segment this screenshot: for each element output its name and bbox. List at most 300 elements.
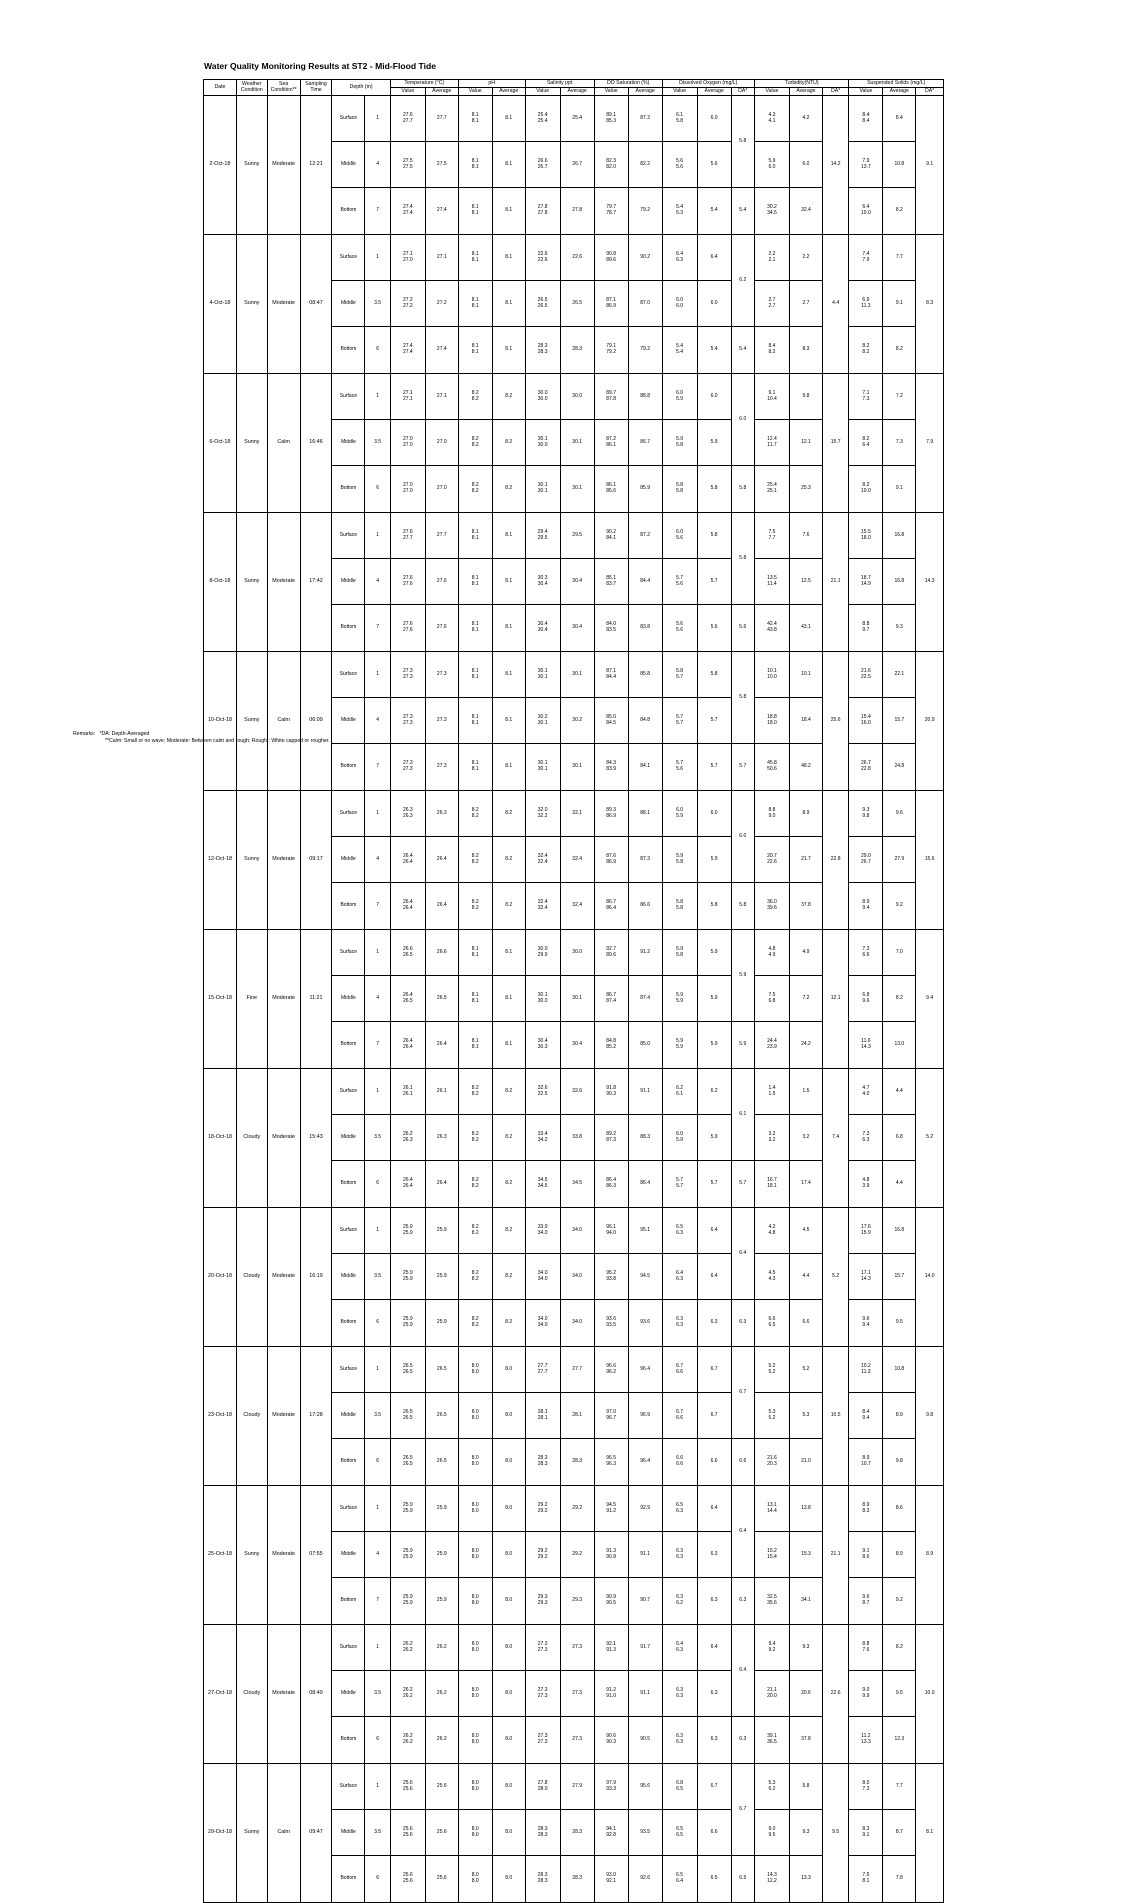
ph-average-cell: 8.1 <box>492 188 525 235</box>
do-average-cell: 5.6 <box>697 605 731 652</box>
ph-average-cell: 8.0 <box>492 1717 525 1764</box>
ph-average-cell: 8.0 <box>492 1393 525 1439</box>
do-values-cell: 5.8 5.8 <box>662 883 697 930</box>
turbidity-values-cell: 4.5 4.3 <box>754 1254 789 1300</box>
salinity-values-cell: 30.1 30.0 <box>525 976 560 1022</box>
ss-average-cell: 9.8 <box>883 1439 916 1486</box>
salinity-values-cell: 34.5 34.5 <box>525 1161 560 1208</box>
date-cell: 25-Oct-18 <box>204 1486 237 1625</box>
do-values-cell: 6.7 6.6 <box>662 1393 697 1439</box>
ss-da-cell: 10.0 <box>916 1625 944 1764</box>
salinity-values-cell: 29.3 29.3 <box>525 1578 560 1625</box>
ss-values-cell: 8.8 7.6 <box>849 1625 883 1671</box>
ph-values-cell: 8.2 8.2 <box>458 1115 492 1161</box>
do-da-cell: 6.4 <box>731 1486 754 1578</box>
turbidity-average-cell: 21.7 <box>789 837 822 883</box>
layer-name-cell: Middle <box>332 1254 365 1300</box>
do-sat-average-cell: 95.1 <box>628 1208 662 1254</box>
do-sat-values-cell: 84.0 83.5 <box>594 605 628 652</box>
do-sat-average-cell: 90.7 <box>628 1578 662 1625</box>
do-values-cell: 5.6 5.6 <box>662 605 697 652</box>
do-da-cell: 6.4 <box>731 1625 754 1717</box>
temp-values-cell: 25.6 25.6 <box>390 1764 425 1810</box>
turbidity-average-cell: 7.2 <box>789 976 822 1022</box>
do-sat-values-cell: 86.7 86.4 <box>594 883 628 930</box>
ph-values-cell: 8.1 8.1 <box>458 698 492 744</box>
turbidity-average-cell: 5.2 <box>789 1347 822 1393</box>
do-average-cell: 6.7 <box>697 1347 731 1393</box>
ss-values-cell: 18.7 14.9 <box>849 559 883 605</box>
time-cell: 12:21 <box>300 96 332 235</box>
temp-average-cell: 25.9 <box>425 1578 458 1625</box>
temp-values-cell: 26.2 26.2 <box>390 1671 425 1717</box>
ph-average-cell: 8.1 <box>492 605 525 652</box>
ss-average-cell: 8.2 <box>883 327 916 374</box>
depth-cell: 6 <box>365 1300 390 1347</box>
turbidity-average-cell: 4.2 <box>789 96 822 142</box>
sea-cell: Moderate <box>267 513 300 652</box>
salinity-average-cell: 30.4 <box>560 1022 594 1069</box>
temp-average-cell: 27.7 <box>425 513 458 559</box>
header-turbidity: Turbidity(NTU) <box>754 80 848 88</box>
turbidity-values-cell: 15.2 15.4 <box>754 1532 789 1578</box>
layer-name-cell: Surface <box>332 1069 365 1115</box>
salinity-values-cell: 32.4 32.4 <box>525 837 560 883</box>
layer-name-cell: Surface <box>332 652 365 698</box>
do-average-cell: 6.2 <box>697 1069 731 1115</box>
salinity-values-cell: 28.3 28.3 <box>525 1810 560 1856</box>
subheader-average: Average <box>492 88 525 96</box>
salinity-average-cell: 26.5 <box>560 281 594 327</box>
turbidity-average-cell: 25.3 <box>789 466 822 513</box>
do-sat-average-cell: 85.0 <box>628 1022 662 1069</box>
do-sat-values-cell: 84.8 85.2 <box>594 1022 628 1069</box>
ss-average-cell: 22.1 <box>883 652 916 698</box>
do-da-cell: 6.7 <box>731 1347 754 1439</box>
ph-average-cell: 8.2 <box>492 1300 525 1347</box>
weather-cell: Cloudy <box>236 1347 267 1486</box>
do-da-bottom-cell: 5.6 <box>731 605 754 652</box>
turbidity-average-cell: 32.4 <box>789 188 822 235</box>
salinity-average-cell: 30.1 <box>560 466 594 513</box>
time-cell: 17:42 <box>300 513 332 652</box>
ss-values-cell: 10.2 11.3 <box>849 1347 883 1393</box>
ph-values-cell: 8.0 8.0 <box>458 1486 492 1532</box>
temp-average-cell: 26.5 <box>425 1393 458 1439</box>
sea-cell: Calm <box>267 374 300 513</box>
salinity-average-cell: 28.3 <box>560 1439 594 1486</box>
salinity-values-cell: 30.3 30.4 <box>525 559 560 605</box>
depth-cell: 6 <box>365 466 390 513</box>
remarks-da-note: *DA: Depth-Averaged <box>99 731 150 737</box>
do-sat-average-cell: 91.1 <box>628 1069 662 1115</box>
temp-average-cell: 26.1 <box>425 1069 458 1115</box>
do-sat-values-cell: 79.1 79.2 <box>594 327 628 374</box>
salinity-average-cell: 29.5 <box>560 513 594 559</box>
turbidity-values-cell: 9.4 9.2 <box>754 1625 789 1671</box>
layer-name-cell: Surface <box>332 791 365 837</box>
time-cell: 09:17 <box>300 791 332 930</box>
salinity-values-cell: 30.2 30.1 <box>525 698 560 744</box>
salinity-values-cell: 33.4 34.2 <box>525 1115 560 1161</box>
layer-name-cell: Surface <box>332 96 365 142</box>
temp-values-cell: 26.5 26.5 <box>390 1439 425 1486</box>
salinity-average-cell: 34.5 <box>560 1161 594 1208</box>
depth-cell: 3.5 <box>365 1115 390 1161</box>
do-values-cell: 5.8 5.8 <box>662 466 697 513</box>
do-sat-average-cell: 91.1 <box>628 1671 662 1717</box>
do-values-cell: 6.5 6.5 <box>662 1810 697 1856</box>
table-row <box>204 513 944 559</box>
do-sat-average-cell: 88.3 <box>628 1115 662 1161</box>
header-salinity: Salinity ppt <box>525 80 594 88</box>
ph-average-cell: 8.1 <box>492 281 525 327</box>
sea-cell: Moderate <box>267 1625 300 1764</box>
do-average-cell: 6.4 <box>697 1625 731 1671</box>
ph-values-cell: 8.1 8.1 <box>458 930 492 976</box>
do-average-cell: 6.4 <box>697 1486 731 1532</box>
do-sat-average-cell: 79.2 <box>628 188 662 235</box>
temp-average-cell: 26.2 <box>425 1717 458 1764</box>
temp-average-cell: 27.6 <box>425 559 458 605</box>
ph-average-cell: 8.2 <box>492 1161 525 1208</box>
turbidity-values-cell: 4.2 4.8 <box>754 1208 789 1254</box>
salinity-average-cell: 30.1 <box>560 976 594 1022</box>
ph-values-cell: 8.0 8.0 <box>458 1671 492 1717</box>
ss-values-cell: 7.3 6.6 <box>849 930 883 976</box>
salinity-average-cell: 34.0 <box>560 1254 594 1300</box>
temp-average-cell: 27.7 <box>425 96 458 142</box>
depth-cell: 1 <box>365 96 390 142</box>
salinity-values-cell: 30.1 30.0 <box>525 420 560 466</box>
date-cell: 20-Oct-18 <box>204 1208 237 1347</box>
time-cell: 08:47 <box>300 235 332 374</box>
salinity-average-cell: 34.0 <box>560 1208 594 1254</box>
do-sat-average-cell: 87.2 <box>628 513 662 559</box>
turbidity-values-cell: 36.0 39.6 <box>754 883 789 930</box>
salinity-values-cell: 28.3 28.3 <box>525 327 560 374</box>
do-average-cell: 6.5 <box>697 1856 731 1903</box>
salinity-average-cell: 30.0 <box>560 930 594 976</box>
ph-values-cell: 8.0 8.0 <box>458 1578 492 1625</box>
layer-name-cell: Bottom <box>332 1717 365 1764</box>
table-row <box>204 1208 944 1254</box>
subheader-value: Value <box>662 88 697 96</box>
ss-values-cell: 8.3 9.1 <box>849 1810 883 1856</box>
do-sat-average-cell: 84.1 <box>628 744 662 791</box>
ph-average-cell: 8.2 <box>492 420 525 466</box>
ph-average-cell: 8.2 <box>492 1069 525 1115</box>
subheader-value: Value <box>458 88 492 96</box>
turbidity-values-cell: 45.8 50.6 <box>754 744 789 791</box>
temp-values-cell: 27.2 27.2 <box>390 281 425 327</box>
do-average-cell: 5.7 <box>697 698 731 744</box>
table-row <box>204 1625 944 1671</box>
ss-da-cell: 7.9 <box>916 374 944 513</box>
turbidity-values-cell: 2.2 2.1 <box>754 235 789 281</box>
do-values-cell: 5.9 5.9 <box>662 976 697 1022</box>
header-temperature: Temperature (°C) <box>390 80 458 88</box>
weather-cell: Sunny <box>236 1764 267 1903</box>
turbidity-average-cell: 9.3 <box>789 1810 822 1856</box>
do-average-cell: 5.6 <box>697 142 731 188</box>
ss-values-cell: 8.2 10.0 <box>849 466 883 513</box>
ph-average-cell: 8.0 <box>492 1578 525 1625</box>
subheader-value: Value <box>754 88 789 96</box>
ph-values-cell: 8.2 8.2 <box>458 883 492 930</box>
time-cell: 16:19 <box>300 1208 332 1347</box>
layer-name-cell: Surface <box>332 235 365 281</box>
ss-average-cell: 6.8 <box>883 1115 916 1161</box>
subheader-value: Value <box>849 88 883 96</box>
layer-name-cell: Bottom <box>332 605 365 652</box>
salinity-average-cell: 25.4 <box>560 96 594 142</box>
do-values-cell: 6.1 5.8 <box>662 96 697 142</box>
turbidity-values-cell: 7.5 7.7 <box>754 513 789 559</box>
do-sat-average-cell: 93.5 <box>628 1810 662 1856</box>
do-values-cell: 5.7 5.7 <box>662 698 697 744</box>
do-sat-values-cell: 79.7 78.7 <box>594 188 628 235</box>
do-da-bottom-cell: 5.8 <box>731 883 754 930</box>
turbidity-values-cell: 6.6 6.5 <box>754 1300 789 1347</box>
table-row <box>204 374 944 420</box>
ss-da-cell: 8.9 <box>916 1486 944 1625</box>
do-average-cell: 6.7 <box>697 1764 731 1810</box>
do-values-cell: 6.3 6.3 <box>662 1671 697 1717</box>
turbidity-average-cell: 20.6 <box>789 1671 822 1717</box>
depth-cell: 1 <box>365 235 390 281</box>
ss-average-cell: 16.8 <box>883 1208 916 1254</box>
date-cell: 10-Oct-18 <box>204 652 237 791</box>
do-sat-values-cell: 87.6 86.9 <box>594 837 628 883</box>
turbidity-average-cell: 43.1 <box>789 605 822 652</box>
temp-values-cell: 25.6 25.6 <box>390 1810 425 1856</box>
salinity-values-cell: 27.7 27.7 <box>525 1347 560 1393</box>
do-da-bottom-cell: 6.3 <box>731 1578 754 1625</box>
temp-average-cell: 27.1 <box>425 235 458 281</box>
temp-average-cell: 25.6 <box>425 1810 458 1856</box>
turbidity-values-cell: 21.1 20.0 <box>754 1671 789 1717</box>
ph-values-cell: 8.2 8.2 <box>458 1069 492 1115</box>
turbidity-da-cell: 22.6 <box>822 1625 849 1764</box>
do-sat-values-cell: 91.8 90.3 <box>594 1069 628 1115</box>
ph-average-cell: 8.0 <box>492 1347 525 1393</box>
turbidity-da-cell: 5.2 <box>822 1208 849 1347</box>
do-values-cell: 6.4 6.3 <box>662 235 697 281</box>
remarks-label: Remarks: <box>73 731 96 737</box>
do-average-cell: 6.4 <box>697 235 731 281</box>
ss-values-cell: 15.5 18.0 <box>849 513 883 559</box>
temp-values-cell: 27.5 27.5 <box>390 142 425 188</box>
turbidity-average-cell: 6.6 <box>789 1300 822 1347</box>
ph-average-cell: 8.0 <box>492 1532 525 1578</box>
turbidity-average-cell: 2.7 <box>789 281 822 327</box>
ss-average-cell: 4.4 <box>883 1069 916 1115</box>
salinity-average-cell: 30.1 <box>560 652 594 698</box>
ph-values-cell: 8.1 8.1 <box>458 188 492 235</box>
do-average-cell: 6.0 <box>697 374 731 420</box>
subheader-da: DA* <box>916 88 944 96</box>
ss-average-cell: 16.8 <box>883 513 916 559</box>
subheader-average: Average <box>560 88 594 96</box>
do-sat-average-cell: 82.2 <box>628 142 662 188</box>
do-sat-average-cell: 86.4 <box>628 1161 662 1208</box>
ph-average-cell: 8.0 <box>492 1764 525 1810</box>
depth-cell: 1 <box>365 930 390 976</box>
salinity-values-cell: 28.3 28.3 <box>525 1439 560 1486</box>
do-da-bottom-cell: 5.4 <box>731 188 754 235</box>
temp-average-cell: 26.4 <box>425 837 458 883</box>
subheader-value: Value <box>594 88 628 96</box>
do-sat-average-cell: 94.5 <box>628 1254 662 1300</box>
weather-cell: Fine <box>236 930 267 1069</box>
salinity-values-cell: 27.3 27.3 <box>525 1625 560 1671</box>
turbidity-average-cell: 17.4 <box>789 1161 822 1208</box>
do-average-cell: 6.0 <box>697 281 731 327</box>
ss-values-cell: 21.6 22.5 <box>849 652 883 698</box>
temp-average-cell: 25.9 <box>425 1486 458 1532</box>
do-sat-values-cell: 87.2 86.1 <box>594 420 628 466</box>
temp-average-cell: 26.4 <box>425 1161 458 1208</box>
ph-average-cell: 8.0 <box>492 1486 525 1532</box>
ph-values-cell: 8.0 8.0 <box>458 1810 492 1856</box>
ss-average-cell: 9.1 <box>883 281 916 327</box>
date-cell: 27-Oct-18 <box>204 1625 237 1764</box>
ss-values-cell: 17.6 15.9 <box>849 1208 883 1254</box>
depth-cell: 1 <box>365 1347 390 1393</box>
ph-values-cell: 8.1 8.1 <box>458 142 492 188</box>
salinity-average-cell: 22.6 <box>560 235 594 281</box>
temp-values-cell: 25.9 25.9 <box>390 1254 425 1300</box>
weather-cell: Sunny <box>236 791 267 930</box>
ss-average-cell: 8.9 <box>883 1393 916 1439</box>
do-sat-average-cell: 92.9 <box>628 1486 662 1532</box>
ph-values-cell: 8.2 8.2 <box>458 837 492 883</box>
ss-values-cell: 9.3 9.8 <box>849 791 883 837</box>
ph-values-cell: 8.0 8.0 <box>458 1625 492 1671</box>
do-sat-values-cell: 86.7 87.4 <box>594 976 628 1022</box>
ss-average-cell: 7.8 <box>883 1856 916 1903</box>
temp-values-cell: 26.2 26.2 <box>390 1717 425 1764</box>
temp-average-cell: 25.6 <box>425 1856 458 1903</box>
turbidity-da-cell: 4.4 <box>822 235 849 374</box>
do-sat-values-cell: 92.7 89.6 <box>594 930 628 976</box>
do-values-cell: 5.6 5.6 <box>662 142 697 188</box>
sea-cell: Moderate <box>267 1347 300 1486</box>
do-sat-average-cell: 87.3 <box>628 837 662 883</box>
depth-cell: 6 <box>365 327 390 374</box>
layer-name-cell: Middle <box>332 837 365 883</box>
salinity-values-cell: 28.3 28.3 <box>525 1856 560 1903</box>
do-values-cell: 5.8 5.7 <box>662 652 697 698</box>
ss-values-cell: 7.9 13.7 <box>849 142 883 188</box>
ph-average-cell: 8.1 <box>492 559 525 605</box>
do-da-cell: 5.9 <box>731 930 754 1022</box>
ss-da-cell: 9.4 <box>916 930 944 1069</box>
depth-cell: 3.5 <box>365 420 390 466</box>
turbidity-average-cell: 7.6 <box>789 513 822 559</box>
turbidity-values-cell: 7.5 6.8 <box>754 976 789 1022</box>
ss-average-cell: 8.2 <box>883 188 916 235</box>
weather-cell: Cloudy <box>236 1625 267 1764</box>
turbidity-average-cell: 10.1 <box>789 652 822 698</box>
ss-values-cell: 26.7 22.8 <box>849 744 883 791</box>
ss-values-cell: 7.4 7.9 <box>849 235 883 281</box>
depth-cell: 1 <box>365 1764 390 1810</box>
page-title: Water Quality Monitoring Results at ST2 - Mid-Flood Tide <box>204 61 437 71</box>
temp-values-cell: 27.6 27.7 <box>390 96 425 142</box>
temp-values-cell: 26.5 26.5 <box>390 1347 425 1393</box>
ph-average-cell: 8.2 <box>492 374 525 420</box>
ph-values-cell: 8.1 8.1 <box>458 652 492 698</box>
date-cell: 4-Oct-18 <box>204 235 237 374</box>
do-average-cell: 5.8 <box>697 883 731 930</box>
turbidity-average-cell: 4.9 <box>789 930 822 976</box>
do-average-cell: 6.0 <box>697 96 731 142</box>
depth-cell: 1 <box>365 1625 390 1671</box>
weather-cell: Sunny <box>236 1486 267 1625</box>
salinity-values-cell: 22.6 22.6 <box>525 235 560 281</box>
do-average-cell: 6.3 <box>697 1671 731 1717</box>
ss-average-cell: 9.6 <box>883 791 916 837</box>
turbidity-values-cell: 9.0 9.5 <box>754 1810 789 1856</box>
date-cell: 6-Oct-18 <box>204 374 237 513</box>
layer-name-cell: Surface <box>332 374 365 420</box>
ph-values-cell: 8.2 8.2 <box>458 1254 492 1300</box>
ss-values-cell: 6.9 11.3 <box>849 281 883 327</box>
temp-average-cell: 26.2 <box>425 1671 458 1717</box>
do-average-cell: 5.7 <box>697 744 731 791</box>
depth-cell: 6 <box>365 1717 390 1764</box>
do-sat-values-cell: 94.1 92.8 <box>594 1810 628 1856</box>
temp-values-cell: 27.3 27.3 <box>390 652 425 698</box>
ph-values-cell: 8.2 8.2 <box>458 1161 492 1208</box>
temp-values-cell: 25.9 25.9 <box>390 1300 425 1347</box>
do-average-cell: 5.8 <box>697 513 731 559</box>
ss-values-cell: 11.2 13.3 <box>849 1717 883 1764</box>
turbidity-values-cell: 30.2 34.5 <box>754 188 789 235</box>
ph-values-cell: 8.1 8.1 <box>458 605 492 652</box>
do-sat-values-cell: 86.4 86.3 <box>594 1161 628 1208</box>
turbidity-values-cell: 13.1 14.4 <box>754 1486 789 1532</box>
do-values-cell: 6.7 6.6 <box>662 1347 697 1393</box>
do-values-cell: 5.7 5.6 <box>662 559 697 605</box>
turbidity-values-cell: 4.8 4.9 <box>754 930 789 976</box>
temp-average-cell: 26.3 <box>425 791 458 837</box>
ss-values-cell: 8.9 8.3 <box>849 1486 883 1532</box>
do-values-cell: 6.3 6.3 <box>662 1717 697 1764</box>
ph-average-cell: 8.1 <box>492 513 525 559</box>
ph-average-cell: 8.2 <box>492 837 525 883</box>
ss-average-cell: 27.9 <box>883 837 916 883</box>
ph-values-cell: 8.0 8.0 <box>458 1532 492 1578</box>
salinity-values-cell: 29.2 29.2 <box>525 1486 560 1532</box>
temp-values-cell: 27.4 27.4 <box>390 188 425 235</box>
do-sat-values-cell: 95.2 93.8 <box>594 1254 628 1300</box>
turbidity-values-cell: 13.5 11.4 <box>754 559 789 605</box>
temp-values-cell: 25.9 25.9 <box>390 1532 425 1578</box>
temp-average-cell: 25.9 <box>425 1300 458 1347</box>
turbidity-average-cell: 8.3 <box>789 327 822 374</box>
do-da-cell: 5.8 <box>731 652 754 744</box>
salinity-average-cell: 30.4 <box>560 605 594 652</box>
do-average-cell: 5.9 <box>697 1115 731 1161</box>
do-average-cell: 5.9 <box>697 1022 731 1069</box>
ss-values-cell: 9.6 9.4 <box>849 1300 883 1347</box>
temp-values-cell: 27.1 27.0 <box>390 235 425 281</box>
turbidity-da-cell: 21.1 <box>822 513 849 652</box>
ss-values-cell: 17.1 14.3 <box>849 1254 883 1300</box>
